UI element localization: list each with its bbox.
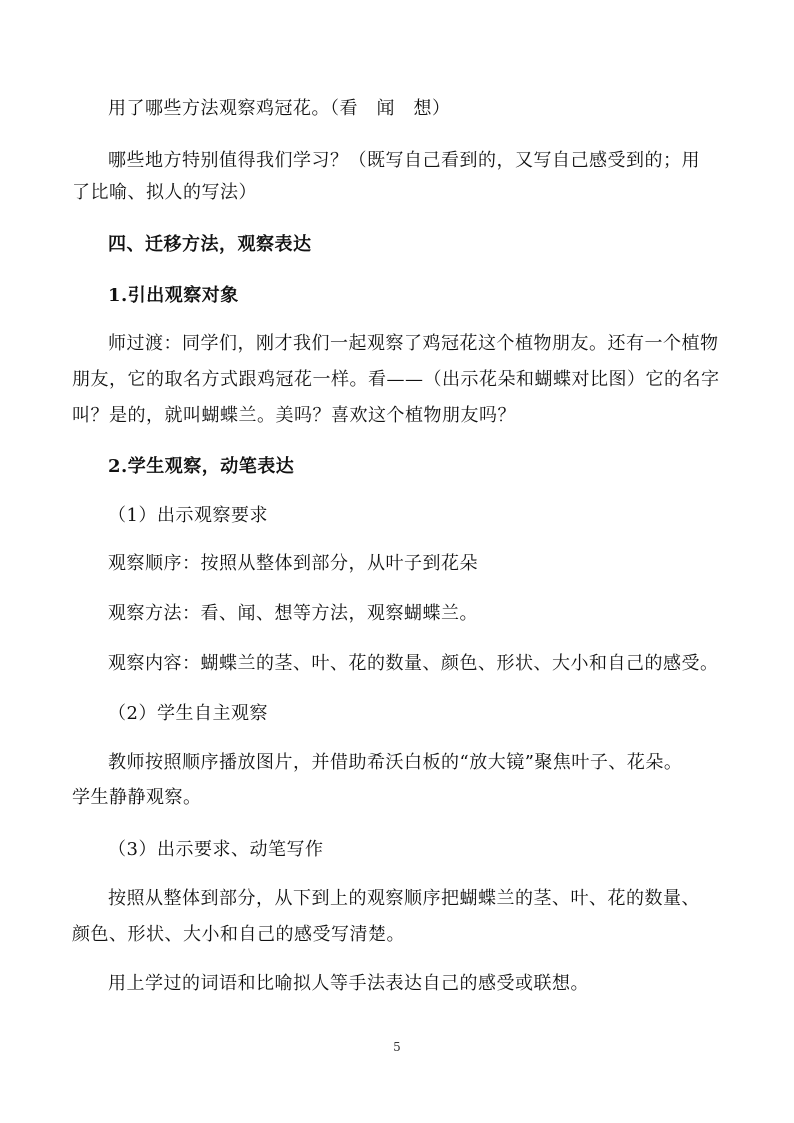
paragraph-line: （3）出示要求、动笔写作 bbox=[108, 839, 324, 860]
paragraph-line: 颜色、形状、大小和自己的感受写清楚。 bbox=[72, 924, 405, 945]
subsection-heading: 1.引出观察对象 bbox=[108, 285, 239, 306]
paragraph-line: （2）学生自主观察 bbox=[108, 703, 268, 724]
section-heading: 四、迁移方法，观察表达 bbox=[108, 234, 312, 255]
paragraph-line: 叫？是的，就叫蝴蝶兰。美吗？喜欢这个植物朋友吗？ bbox=[72, 405, 516, 426]
paragraph-line: （1）出示观察要求 bbox=[108, 505, 268, 526]
paragraph-line: 朋友，它的取名方式跟鸡冠花一样。看——（出示花朵和蝴蝶对比图）它的名字 bbox=[72, 369, 720, 390]
subsection-heading: 2.学生观察，动笔表达 bbox=[108, 456, 295, 477]
paragraph-line: 师过渡：同学们，刚才我们一起观察了鸡冠花这个植物朋友。还有一个植物 bbox=[108, 333, 719, 354]
paragraph-line: 了比喻、拟人的写法） bbox=[72, 182, 257, 203]
paragraph-line: 按照从整体到部分，从下到上的观察顺序把蝴蝶兰的茎、叶、花的数量、 bbox=[108, 888, 700, 909]
paragraph-line: 学生静静观察。 bbox=[72, 787, 202, 808]
paragraph-line: 观察方法：看、闻、想等方法，观察蝴蝶兰。 bbox=[108, 603, 478, 624]
paragraph-line: 用了哪些方法观察鸡冠花。（看 闻 想） bbox=[108, 98, 451, 119]
page-number: 5 bbox=[393, 1040, 401, 1054]
paragraph-line: 教师按照顺序播放图片，并借助希沃白板的“放大镜”聚焦叶子、花朵。 bbox=[108, 752, 683, 773]
paragraph-line: 用上学过的词语和比喻拟人等手法表达自己的感受或联想。 bbox=[108, 973, 589, 994]
paragraph-line: 观察内容：蝴蝶兰的茎、叶、花的数量、颜色、形状、大小和自己的感受。 bbox=[108, 653, 719, 674]
paragraph-line: 哪些地方特别值得我们学习？（既写自己看到的，又写自己感受到的；用 bbox=[108, 150, 700, 171]
paragraph-line: 观察顺序：按照从整体到部分，从叶子到花朵 bbox=[108, 553, 478, 574]
